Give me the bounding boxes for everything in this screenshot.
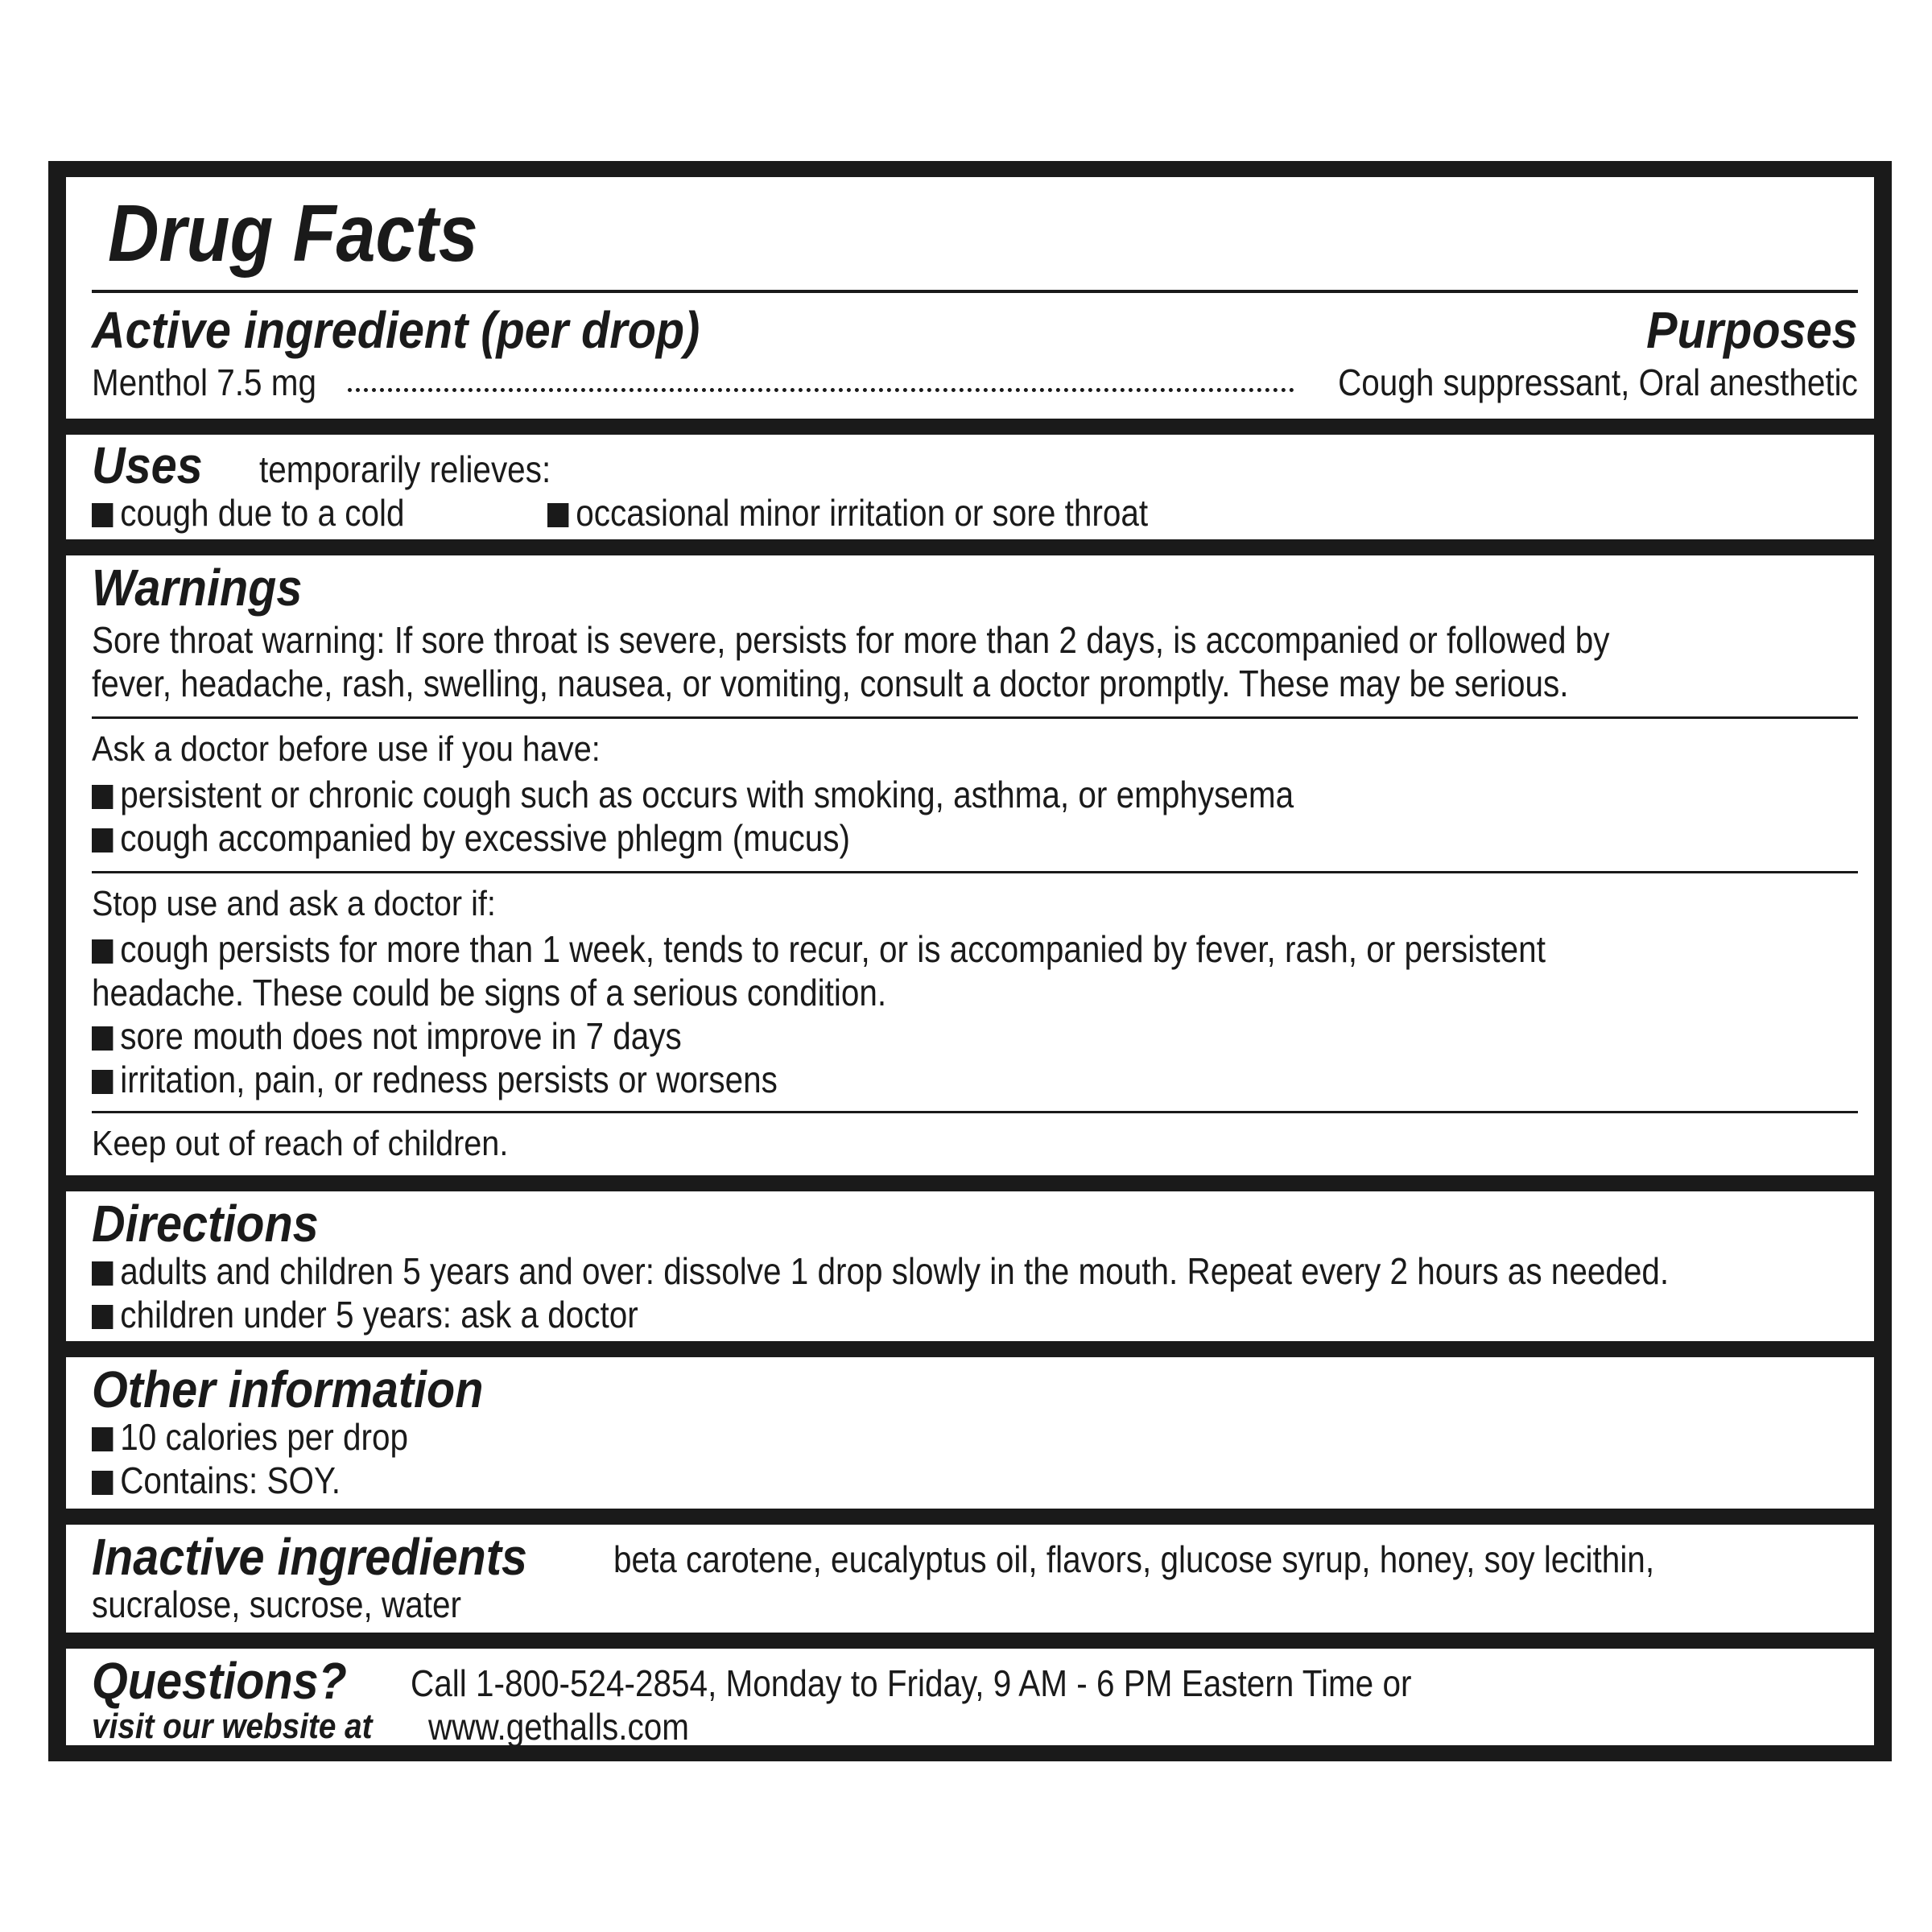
- bullet-square-icon: [92, 1261, 113, 1286]
- inactive-ingredients-text: beta carotene, eucalyptus oil, flavors, glucose syrup, honey, soy lecithin,: [613, 1538, 1655, 1580]
- inactive-ingredients-header: Inactive ingredients: [92, 1528, 527, 1586]
- bullet-square-icon: [92, 1026, 113, 1051]
- website-label: visit our website at: [92, 1707, 373, 1746]
- stop-use-header: Stop use and ask a doctor if:: [92, 884, 496, 923]
- uses-header: Uses: [92, 436, 203, 494]
- title-rule: [92, 290, 1858, 293]
- directions-item: adults and children 5 years and over: dissolve 1 drop slowly in the mouth. Repeat every 2 hours as needed.: [92, 1249, 1669, 1293]
- ask-doctor-item: persistent or chronic cough such as occurs with smoking, asthma, or emphysema: [92, 773, 1294, 816]
- section-divider: [92, 716, 1858, 719]
- active-ingredient-header: Active ingredient (per drop): [92, 301, 700, 359]
- sore-throat-warning: Sore throat warning: If sore throat is severe, persists for more than 2 days, is accompanied or followed by: [92, 619, 1610, 661]
- questions-section: [66, 1649, 1874, 1748]
- inactive-ingredients-text: sucralose, sucrose, water: [92, 1583, 461, 1625]
- warnings-header: Warnings: [92, 559, 303, 617]
- bullet-square-icon: [92, 939, 113, 964]
- bullet-square-icon: [547, 503, 568, 527]
- section-divider: [92, 1111, 1858, 1113]
- stop-use-item-continued: headache. These could be signs of a serious condition.: [92, 972, 887, 1013]
- bullet-square-icon: [92, 503, 113, 527]
- active-ingredient-section: [66, 177, 1874, 419]
- stop-use-item: cough persists for more than 1 week, tends to recur, or is accompanied by fever, rash, or persistent: [92, 927, 1546, 971]
- website-link[interactable]: www.gethalls.com: [428, 1706, 689, 1748]
- ask-doctor-header: Ask a doctor before use if you have:: [92, 729, 601, 769]
- drug-facts-panel: [48, 161, 1892, 1761]
- other-information-section: [66, 1357, 1874, 1509]
- uses-section: [66, 435, 1874, 539]
- ask-doctor-item: cough accompanied by excessive phlegm (mucus): [92, 816, 850, 860]
- uses-intro: temporarily relieves:: [259, 448, 551, 490]
- other-information-item: Contains: SOY.: [92, 1459, 341, 1502]
- stop-use-item: irritation, pain, or redness persists or worsens: [92, 1058, 778, 1101]
- purposes-header: Purposes: [1646, 301, 1858, 359]
- section-divider: [92, 871, 1858, 873]
- ingredient-text: Menthol 7.5 mg: [92, 361, 317, 403]
- directions-header: Directions: [92, 1195, 319, 1253]
- uses-item: occasional minor irritation or sore throat: [547, 491, 1148, 535]
- keep-out-of-reach: Keep out of reach of children.: [92, 1124, 509, 1163]
- warnings-section: [66, 555, 1874, 1175]
- uses-item: cough due to a cold: [92, 491, 405, 535]
- questions-header: Questions?: [92, 1652, 347, 1710]
- purpose-text: Cough suppressant, Oral anesthetic: [1338, 361, 1858, 403]
- leader-dots: [348, 385, 1294, 392]
- inactive-ingredients-section: [66, 1525, 1874, 1633]
- bullet-square-icon: [92, 1471, 113, 1495]
- other-information-item: 10 calories per drop: [92, 1415, 408, 1459]
- bullet-square-icon: [92, 785, 113, 809]
- directions-item: children under 5 years: ask a doctor: [92, 1293, 638, 1336]
- other-information-header: Other information: [92, 1360, 484, 1418]
- directions-section: [66, 1191, 1874, 1341]
- bullet-square-icon: [92, 1305, 113, 1329]
- bullet-square-icon: [92, 1070, 113, 1094]
- bullet-square-icon: [92, 1427, 113, 1451]
- bullet-square-icon: [92, 828, 113, 852]
- drug-facts-title: Drug Facts: [108, 188, 478, 279]
- sore-throat-warning: fever, headache, rash, swelling, nausea, or vomiting, consult a doctor promptly. These may be serious.: [92, 663, 1569, 704]
- questions-phone: Call 1-800-524-2854, Monday to Friday, 9 AM - 6 PM Eastern Time or: [411, 1662, 1412, 1704]
- stop-use-item: sore mouth does not improve in 7 days: [92, 1014, 682, 1058]
